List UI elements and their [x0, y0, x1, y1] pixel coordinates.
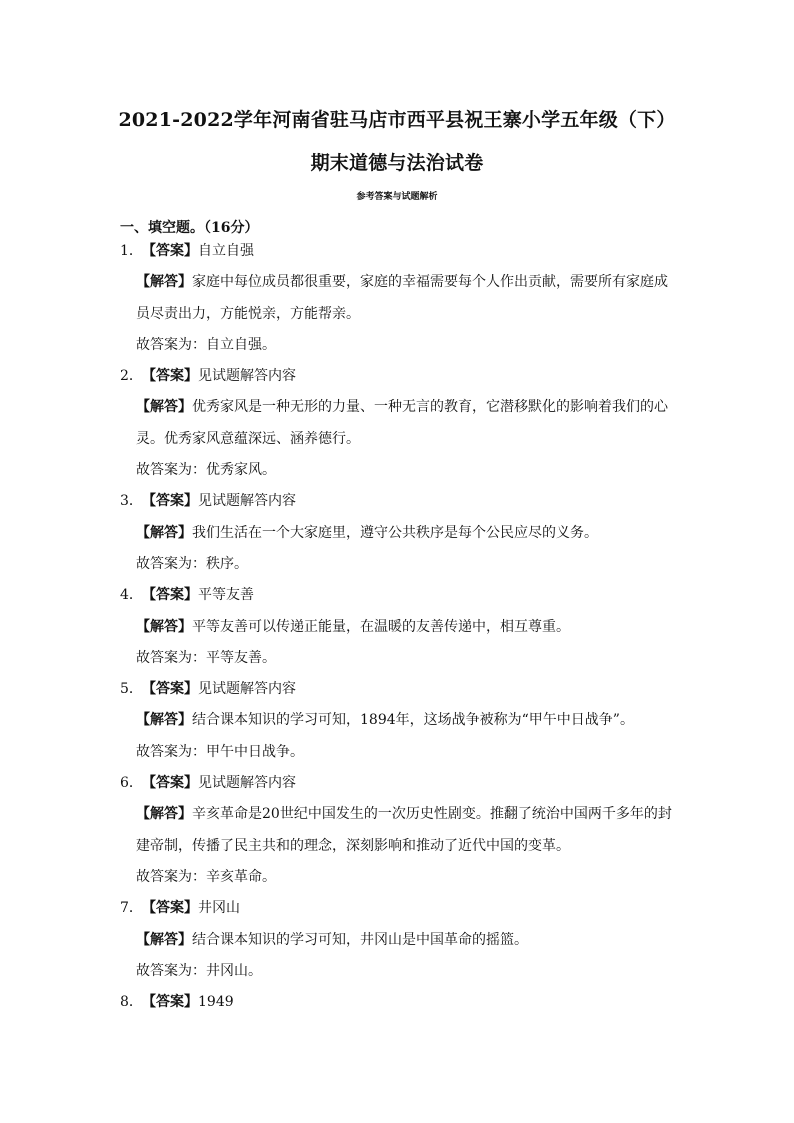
answer-tag: 【答案】 [142, 900, 198, 917]
document-title-line-1: 2021-2022学年河南省驻马店市西平县祝王寨小学五年级（下） [118, 109, 676, 131]
analysis-tag: 【解答】 [136, 931, 192, 948]
analysis-tag: 【解答】 [136, 712, 192, 729]
analysis-text: 结合课本知识的学习可知，1894年，这场战争被称为“甲午中日战争”。 [192, 712, 634, 729]
answer-tag: 【答案】 [142, 587, 198, 604]
question-answer-line [120, 486, 680, 517]
question-number: 1． [120, 243, 143, 259]
question-answer-line [120, 361, 680, 392]
question-number: 4． [120, 587, 143, 604]
section-heading: 一、填空题。（16分） [120, 220, 259, 236]
analysis-tag: 【解答】 [136, 274, 192, 291]
analysis-text: 家庭中每位成员都很重要，家庭的幸福需要每个人作出贡献，需要所有家庭成 [192, 274, 668, 291]
answer-text: 1949 [198, 994, 234, 1011]
document-title-line-2: 期末道德与法治试卷 [310, 152, 484, 174]
analysis-tag: 【解答】 [136, 399, 192, 416]
answer-text: 见试题解答内容 [198, 775, 296, 792]
analysis-line [120, 392, 680, 423]
answer-text: 见试题解答内容 [198, 681, 296, 698]
question-answer-line [120, 580, 680, 611]
analysis-line [120, 612, 680, 643]
answer-tag: 【答案】 [142, 994, 198, 1011]
conclusion-text: 故答案为：优秀家风。 [136, 462, 276, 479]
question-number: 2． [120, 368, 143, 385]
conclusion-text: 故答案为：平等友善。 [136, 649, 276, 666]
analysis-continuation-line [120, 299, 680, 330]
analysis-line [120, 705, 680, 736]
answer-text: 井冈山 [198, 900, 240, 917]
conclusion-line [120, 643, 680, 674]
question-number: 8． [120, 994, 143, 1011]
analysis-text: 结合课本知识的学习可知，井冈山是中国革命的摇篮。 [192, 931, 528, 948]
answer-text: 自立自强 [198, 243, 254, 259]
answer-text: 见试题解答内容 [198, 493, 296, 510]
analysis-text: 平等友善可以传递正能量，在温暖的友善传递中，相互尊重。 [192, 618, 570, 635]
conclusion-text: 故答案为：井冈山。 [136, 962, 262, 979]
answer-tag: 【答案】 [142, 493, 198, 510]
conclusion-text: 故答案为：秩序。 [136, 555, 248, 572]
answer-text: 见试题解答内容 [198, 368, 296, 385]
analysis-tag: 【解答】 [136, 524, 192, 541]
conclusion-line [120, 737, 680, 768]
question-answer-line [120, 674, 680, 705]
analysis-text: 我们生活在一个大家庭里，遵守公共秩序是每个公民应尽的义务。 [192, 524, 598, 541]
question-number: 6． [120, 775, 143, 792]
analysis-tag: 【解答】 [136, 618, 192, 635]
analysis-line [120, 518, 680, 549]
document-subtitle: 参考答案与试题解析 [356, 192, 438, 202]
answer-tag: 【答案】 [142, 681, 198, 698]
answer-tag: 【答案】 [142, 368, 198, 385]
analysis-text: 建帝制，传播了民主共和的理念，深刻影响和推动了近代中国的变革。 [136, 837, 570, 854]
question-number: 3． [120, 493, 143, 510]
conclusion-line [120, 330, 680, 361]
analysis-line [120, 799, 680, 830]
conclusion-line [120, 862, 680, 893]
analysis-tag: 【解答】 [136, 806, 192, 823]
conclusion-text: 故答案为：自立自强。 [136, 336, 276, 353]
analysis-line [120, 267, 680, 298]
question-number: 5． [120, 681, 143, 698]
conclusion-line [120, 455, 680, 486]
question-answer-line [120, 768, 680, 799]
question-answer-line [120, 236, 680, 267]
answer-list [120, 236, 680, 1018]
question-answer-line [120, 893, 680, 924]
conclusion-text: 故答案为：辛亥革命。 [136, 868, 276, 885]
analysis-line [120, 925, 680, 956]
conclusion-text: 故答案为：甲午中日战争。 [136, 743, 304, 760]
analysis-continuation-line [120, 831, 680, 862]
analysis-text: 员尽责出力，方能悦亲，方能帮亲。 [136, 305, 360, 322]
analysis-text: 优秀家风是一种无形的力量、一种无言的教育，它潜移默化的影响着我们的心 [192, 399, 668, 416]
analysis-text: 辛亥革命是20世纪中国发生的一次历史性剧变。推翻了统治中国两千多年的封 [192, 806, 672, 823]
conclusion-line [120, 956, 680, 987]
analysis-text: 灵。优秀家风意蕴深远、涵养德行。 [136, 430, 360, 447]
answer-text: 平等友善 [198, 587, 254, 604]
answer-tag: 【答案】 [142, 243, 198, 259]
question-number: 7． [120, 900, 143, 917]
question-answer-line [120, 987, 680, 1018]
analysis-continuation-line [120, 424, 680, 455]
answer-tag: 【答案】 [142, 775, 198, 792]
conclusion-line [120, 549, 680, 580]
